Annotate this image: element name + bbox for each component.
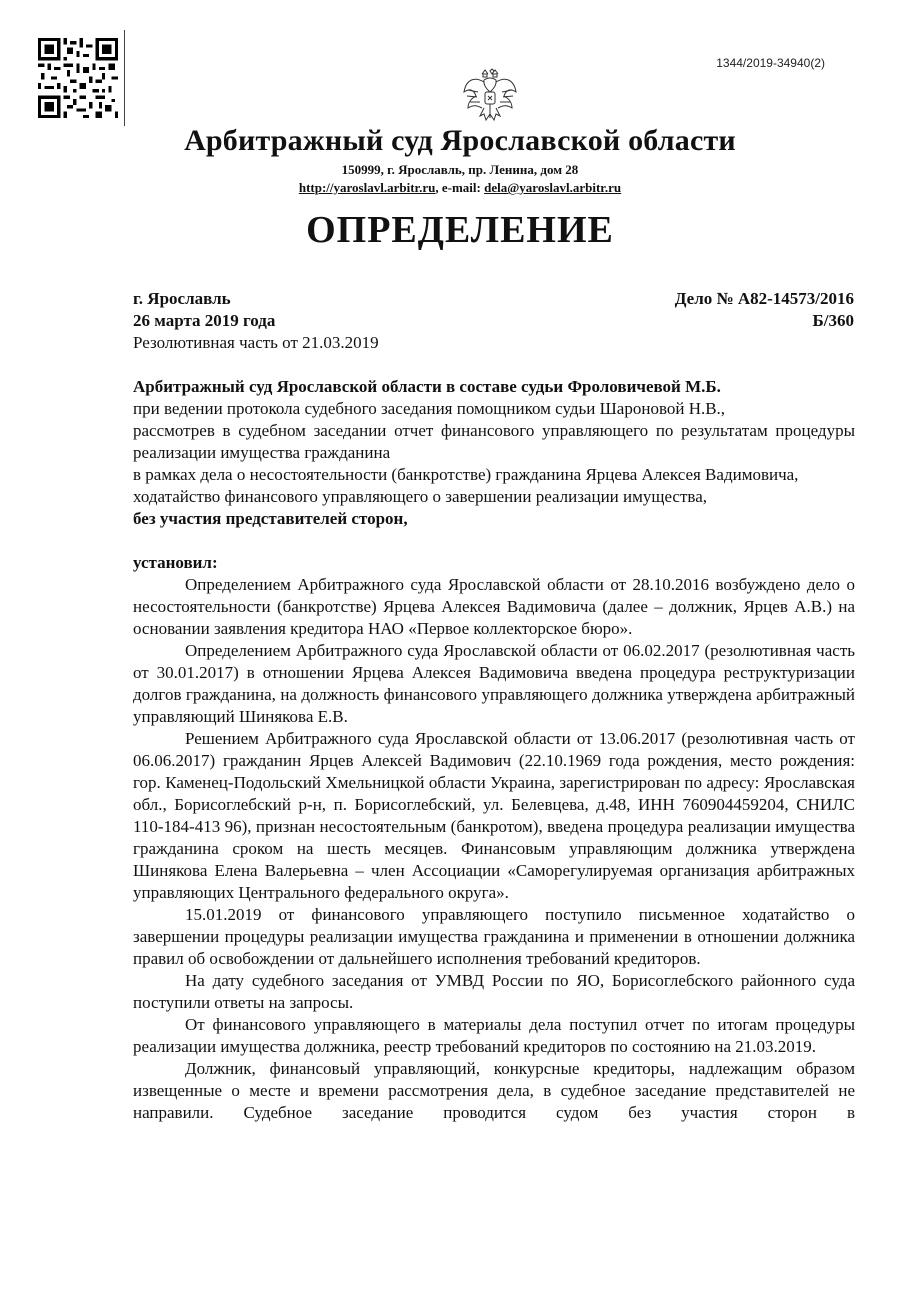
paragraph: Определением Арбитражного суда Ярославской области от 06.02.2017 (резолютивная часть от 30.01.2017) в отношении Ярцева Алексея Вадимовича введена процедура реструктуризации долгов гражданина, на должность финансового управляющего должника утверждена арбитражный управляющий Шинякова Е.В. xyxy=(133,641,855,726)
paragraph: Должник, финансовый управляющий, конкурсные кредиторы, надлежащим образом извещенные о месте и времени рассмотрения дела, в судебное заседание представителей не направили. Судебное заседание проводится судом без участия сторон в xyxy=(133,1059,855,1122)
case-number: Дело № А82-14573/2016 xyxy=(674,289,854,308)
document-number: 1344/2019-34940(2) xyxy=(716,56,825,70)
court-address: 150999, г. Ярославль, пр. Ленина, дом 28 xyxy=(341,162,579,177)
meta-left xyxy=(133,288,379,354)
intro-line: рассмотрев в судебном заседании отчет финансового управляющего по результатам процедуры реализации имущества гражданина xyxy=(133,421,855,462)
intro-line: ходатайство финансового управляющего о завершении реализации имущества, xyxy=(133,487,708,506)
paragraph: 15.01.2019 от финансового управляющего поступило письменное ходатайство о завершении процедуры реализации имущества гражданина и применении в отношении должника правил об освобождении от дальнейшего исполнения требований кредиторов. xyxy=(133,905,855,968)
paragraph: Определением Арбитражного суда Ярославской области от 28.10.2016 возбуждено дело о несостоятельности (банкротстве) Ярцева Алексея Вадимовича (далее – должник, Ярцев А.В.) на основании заявления кредитора НАО «Первое коллекторское бюро». xyxy=(133,575,855,638)
document-title: ОПРЕДЕЛЕНИЕ xyxy=(306,209,614,251)
paragraph: Решением Арбитражного суда Ярославской области от 13.06.2017 (резолютивная часть от 06.06.2017) гражданин Ярцев Алексей Вадимович (22.10.1969 года рождения, место рождения: гор. Каменец-Подольский Хмельницкой области Украина, зарегистрирован по адресу: Ярославская обл., Борисоглебский р-н, п. Борисоглебский, ул. Белевцева, д.48, ИНН 760904459204, СНИЛС 110-184-413 96), признан несостоятельным (банкротом), введена процедура реализации имущества гражданина сроком на шесть месяцев. Финансовым управляющим должника утверждена Шинякова Елена Валерьевна – член Ассоциации «Саморегулируемая организация арбитражных управляющих Центрального федерального округа». xyxy=(133,729,855,902)
coat-of-arms-icon xyxy=(462,68,518,126)
court-name: Арбитражный суд Ярославской области xyxy=(184,124,736,157)
intro-line: в рамках дела о несостоятельности (банкротстве) гражданина Ярцева Алексея Вадимовича, xyxy=(133,465,799,484)
court-composition: Арбитражный суд Ярославской области в составе судьи Фроловичевой М.Б. xyxy=(133,377,721,396)
email-link[interactable]: dela@yaroslavl.arbitr.ru xyxy=(484,180,622,195)
intro-line: при ведении протокола судебного заседания помощником судьи Шароновой Н.В., xyxy=(133,399,726,418)
decision-date: 26 марта 2019 года xyxy=(133,311,276,330)
meta-right xyxy=(675,288,854,332)
resolution-date: Резолютивная часть от 21.03.2019 xyxy=(133,333,379,352)
case-suffix: Б/360 xyxy=(812,311,854,330)
website-link[interactable]: http://yaroslavl.arbitr.ru xyxy=(298,180,436,195)
paragraph: На дату судебного заседания от УМВД России по ЯО, Борисоглебского районного суда поступили ответы на запросы. xyxy=(133,971,855,1012)
header-divider xyxy=(124,30,125,126)
court-contacts xyxy=(0,180,920,196)
intro-line: без участия представителей сторон, xyxy=(133,509,408,528)
qr-code xyxy=(38,38,118,118)
email-label: , e-mail: xyxy=(435,180,485,195)
city: г. Ярославль xyxy=(133,289,231,308)
paragraph: От финансового управляющего в материалы дела поступил отчет по итогам процедуры реализации имущества должника, реестр требований кредиторов по состоянию на 21.03.2019. xyxy=(133,1015,855,1056)
document-body xyxy=(133,376,855,1124)
established-heading: установил: xyxy=(133,553,218,572)
